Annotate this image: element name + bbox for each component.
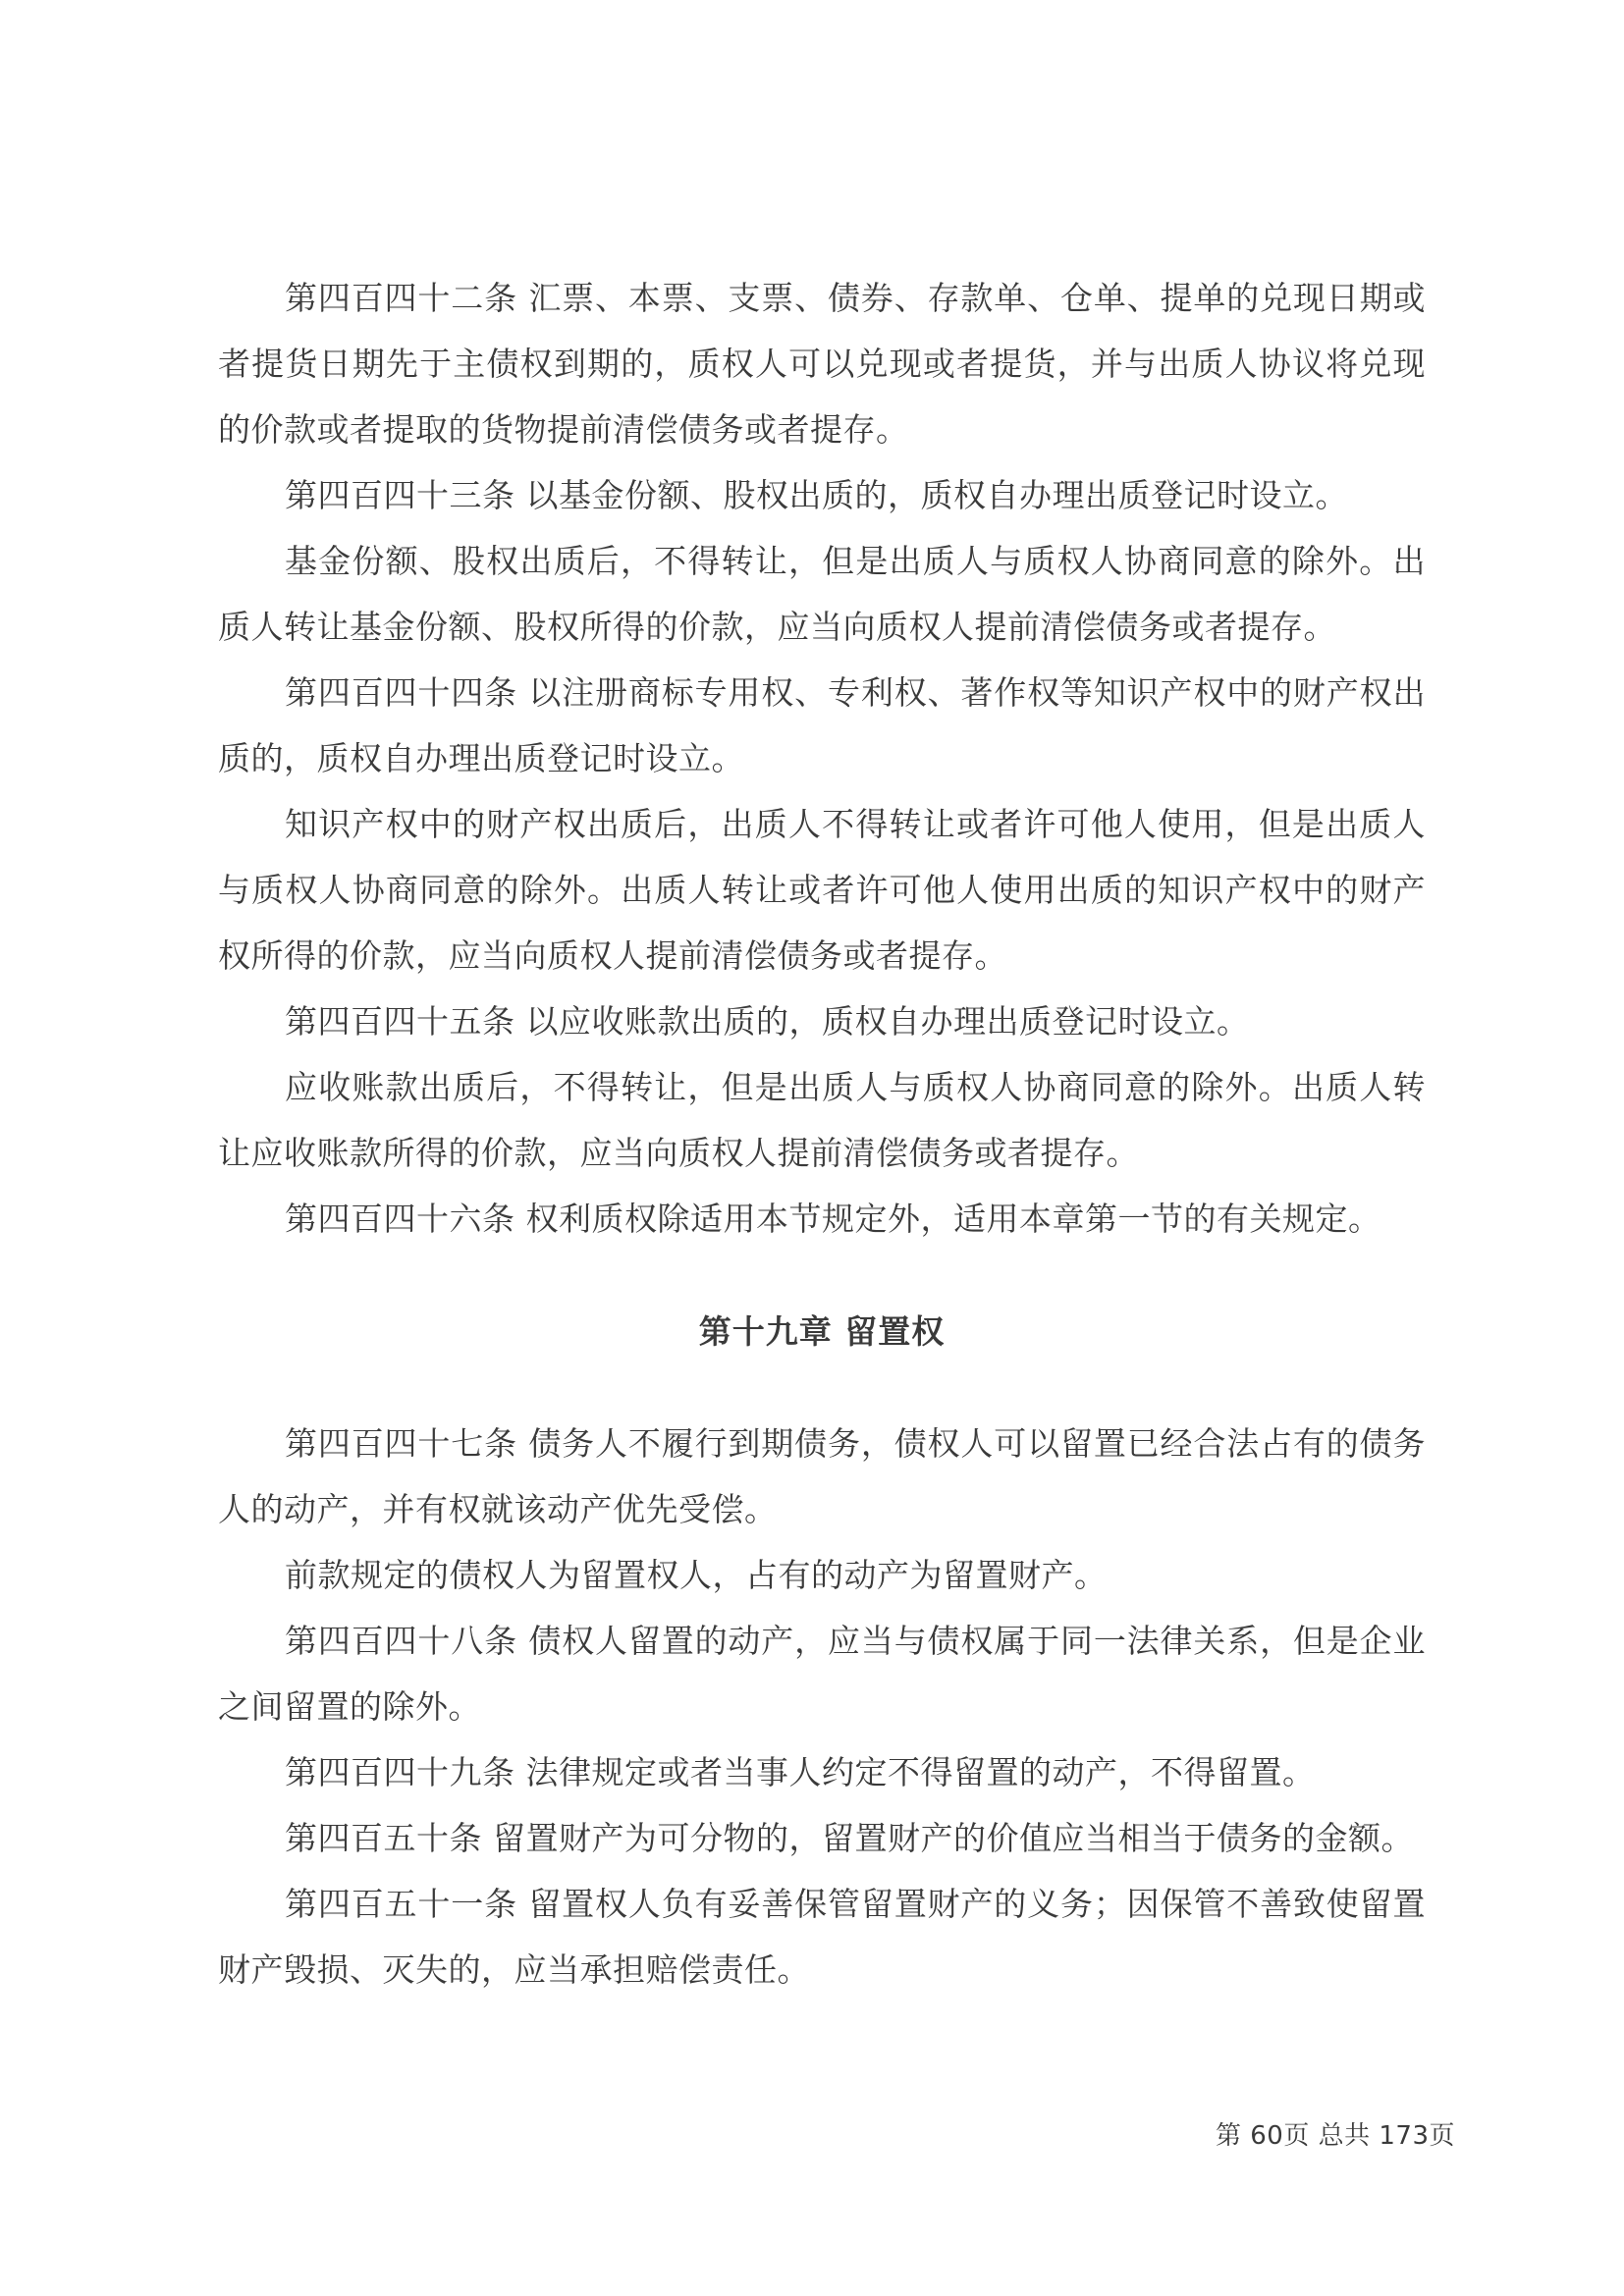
paragraph-article-449: 第四百四十九条 法律规定或者当事人约定不得留置的动产，不得留置。 [285, 1753, 1316, 1791]
paragraph-article-447-clause-2: 前款规定的债权人为留置权人，占有的动产为留置财产。 [285, 1556, 1108, 1594]
paragraph-article-447: 第四百四十七条 债务人不履行到期债务，债权人可以留置已经合法占有的债务人的动产，并有权就该动产优先受偿。 [218, 1424, 1426, 1528]
paragraph-article-448: 第四百四十八条 债权人留置的动产，应当与债权属于同一法律关系，但是企业之间留置的除外。 [218, 1622, 1426, 1726]
paragraph-article-444: 第四百四十四条 以注册商标专用权、专利权、著作权等知识产权中的财产权出质的，质权自办理出质登记时设立。 [218, 673, 1426, 777]
paragraph-article-445: 第四百四十五条 以应收账款出质的，质权自办理出质登记时设立。 [285, 1002, 1250, 1041]
chapter-title: 第十九章 留置权 [698, 1312, 946, 1351]
paragraph-article-442: 第四百四十二条 汇票、本票、支票、债券、存款单、仓单、提单的兑现日期或者提货日期先于主债权到期的，质权人可以兑现或者提货，并与出质人协议将兑现的价款或者提取的货物提前清偿债务或者提存。 [218, 279, 1426, 449]
paragraph-article-443: 第四百四十三条 以基金份额、股权出质的，质权自办理出质登记时设立。 [285, 476, 1348, 514]
page-content [218, 265, 1426, 2002]
page-footer: 第 60页 总共 173页 [1216, 2121, 1456, 2151]
paragraph-article-444-clause-2: 知识产权中的财产权出质后，出质人不得转让或者许可他人使用，但是出质人与质权人协商同意的除外。出质人转让或者许可他人使用出质的知识产权中的财产权所得的价款，应当向质权人提前清偿债务或者提存。 [218, 805, 1426, 975]
paragraph-article-450: 第四百五十条 留置财产为可分物的，留置财产的价值应当相当于债务的金额。 [285, 1819, 1414, 1857]
paragraph-article-443-clause-2: 基金份额、股权出质后，不得转让，但是出质人与质权人协商同意的除外。出质人转让基金份额、股权所得的价款，应当向质权人提前清偿债务或者提存。 [218, 542, 1426, 646]
paragraph-article-445-clause-2: 应收账款出质后，不得转让，但是出质人与质权人协商同意的除外。出质人转让应收账款所得的价款，应当向质权人提前清偿债务或者提存。 [218, 1068, 1426, 1172]
paragraph-article-446: 第四百四十六条 权利质权除适用本节规定外，适用本章第一节的有关规定。 [285, 1200, 1381, 1238]
paragraph-article-451: 第四百五十一条 留置权人负有妥善保管留置财产的义务；因保管不善致使留置财产毁损、灭失的，应当承担赔偿责任。 [218, 1885, 1426, 1989]
